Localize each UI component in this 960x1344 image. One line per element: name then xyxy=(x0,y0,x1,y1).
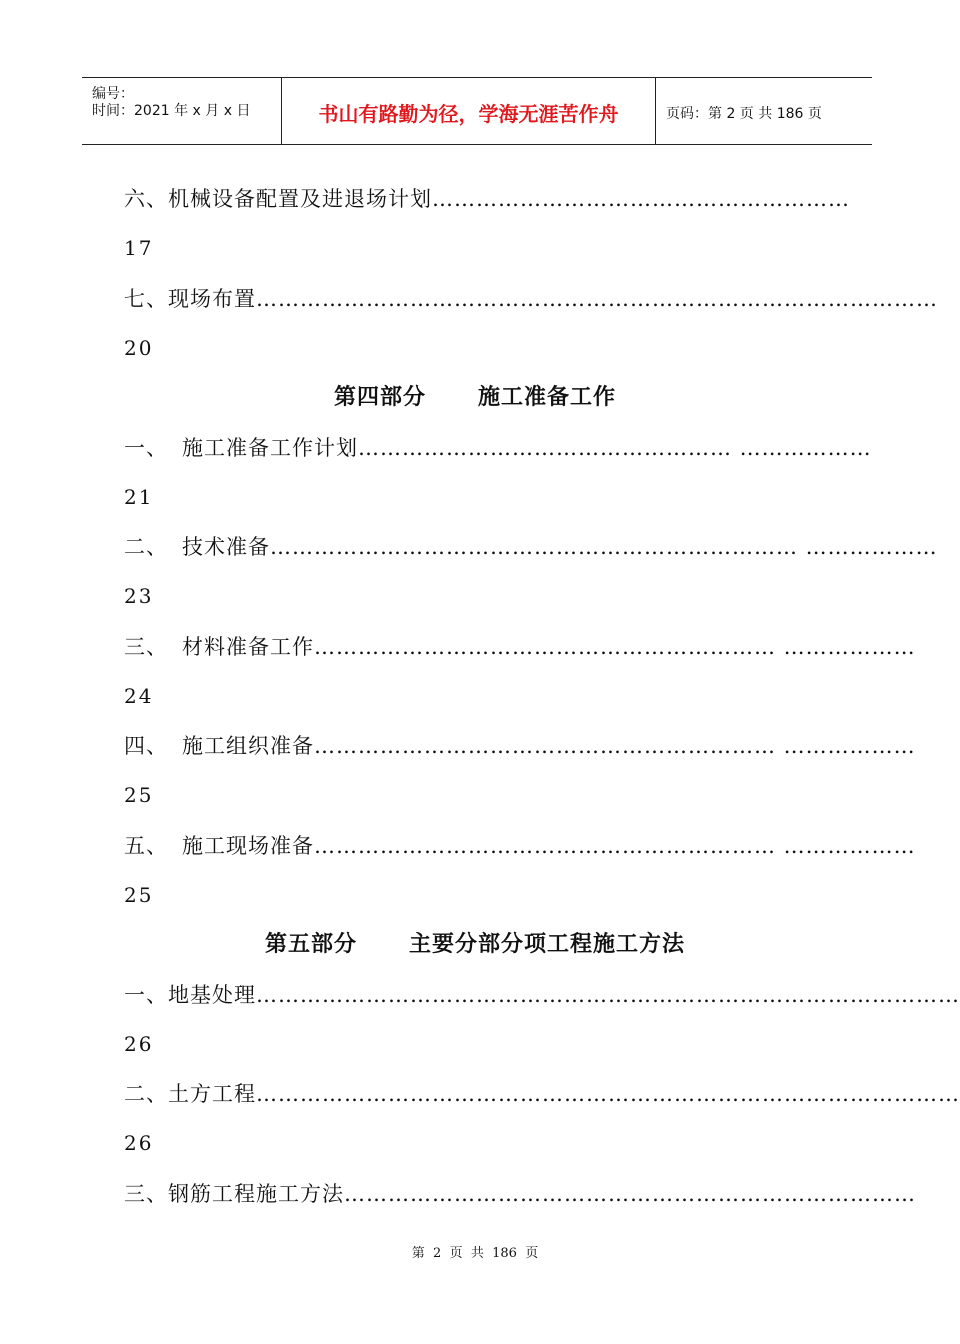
toc-entry-title: 施工组织准备 xyxy=(182,734,314,758)
toc-entry-page: 24 xyxy=(124,684,154,708)
document-header xyxy=(82,77,872,145)
toc-entry-page: 23 xyxy=(124,584,154,608)
header-motto-cell xyxy=(282,78,656,144)
toc-entry-page: 25 xyxy=(124,883,154,907)
toc-entry-title: 技术准备 xyxy=(182,535,270,559)
section-heading: 第五部分 主要分部分项工程施工方法 xyxy=(265,931,685,957)
toc-entry-page: 17 xyxy=(124,236,154,260)
toc-entry xyxy=(124,433,872,463)
toc-entry-title: 机械设备配置及进退场计划 xyxy=(168,187,432,211)
toc-entry-number: 三、 xyxy=(124,635,168,659)
section-heading: 第四部分 施工准备工作 xyxy=(334,384,616,410)
toc-entry xyxy=(124,284,938,314)
toc-entry xyxy=(124,1079,960,1109)
toc-entry-title: 材料准备工作 xyxy=(182,635,314,659)
toc-entry-number: 二、 xyxy=(124,1082,168,1106)
toc-entry xyxy=(124,632,916,662)
header-page-cell xyxy=(656,78,872,144)
toc-entry-number: 一、 xyxy=(124,983,168,1007)
toc-leader-dots: ……………………………………………………… ……………… xyxy=(314,734,916,758)
toc-entry-title: 施工准备工作计划 xyxy=(182,436,358,460)
toc-entry-page: 26 xyxy=(124,1032,154,1056)
toc-entry-page: 25 xyxy=(124,783,154,807)
toc-leader-dots: ……………………………………………………… ……………… xyxy=(314,635,916,659)
toc-entry-title: 土方工程 xyxy=(168,1082,256,1106)
toc-leader-dots: …………………………………………………………………… xyxy=(344,1182,916,1206)
toc-entry-number: 七、 xyxy=(124,287,168,311)
toc-entry-number: 六、 xyxy=(124,187,168,211)
toc-leader-dots: ……………………………………………………………… ……………… xyxy=(270,535,938,559)
toc-entry-number: 四、 xyxy=(124,734,168,758)
toc-leader-dots: ………………………………………………… xyxy=(432,187,850,211)
document-number-label: 编号： xyxy=(92,86,134,102)
toc-entry-page: 26 xyxy=(124,1131,154,1155)
page-footer: 第 2 页 共 186 页 xyxy=(411,1246,539,1261)
toc-entry xyxy=(124,532,938,562)
toc-entry xyxy=(124,184,850,214)
document-time-label: 时间：2021 年 x 月 x 日 xyxy=(92,103,251,119)
toc-leader-dots: …………………………………………………………………………………… xyxy=(256,983,960,1007)
toc-leader-dots: …………………………………………… ……………… xyxy=(358,436,872,460)
toc-entry-page: 20 xyxy=(124,336,154,360)
toc-entry xyxy=(124,1179,916,1209)
toc-entry-title: 地基处理 xyxy=(168,983,256,1007)
toc-entry-title: 现场布置 xyxy=(168,287,256,311)
toc-entry xyxy=(124,831,916,861)
toc-entry xyxy=(124,980,960,1010)
toc-entry-number: 五、 xyxy=(124,834,168,858)
toc-entry-number: 一、 xyxy=(124,436,168,460)
toc-entry-title: 钢筋工程施工方法 xyxy=(168,1182,344,1206)
header-meta-cell xyxy=(82,78,282,144)
toc-entry-title: 施工现场准备 xyxy=(182,834,314,858)
toc-leader-dots: …………………………………………………………………………………… xyxy=(256,1082,960,1106)
toc-entry-page: 21 xyxy=(124,485,154,509)
toc-entry xyxy=(124,731,916,761)
toc-leader-dots: ……………………………………………………… ……………… xyxy=(314,834,916,858)
header-motto: 书山有路勤为径，学海无涯苦作舟 xyxy=(318,102,619,126)
toc-leader-dots: ………………………………………………………………………………… xyxy=(256,287,938,311)
toc-entry-number: 三、 xyxy=(124,1182,168,1206)
toc-entry-number: 二、 xyxy=(124,535,168,559)
header-page-info: 页码：第 2 页 共 186 页 xyxy=(666,106,822,122)
